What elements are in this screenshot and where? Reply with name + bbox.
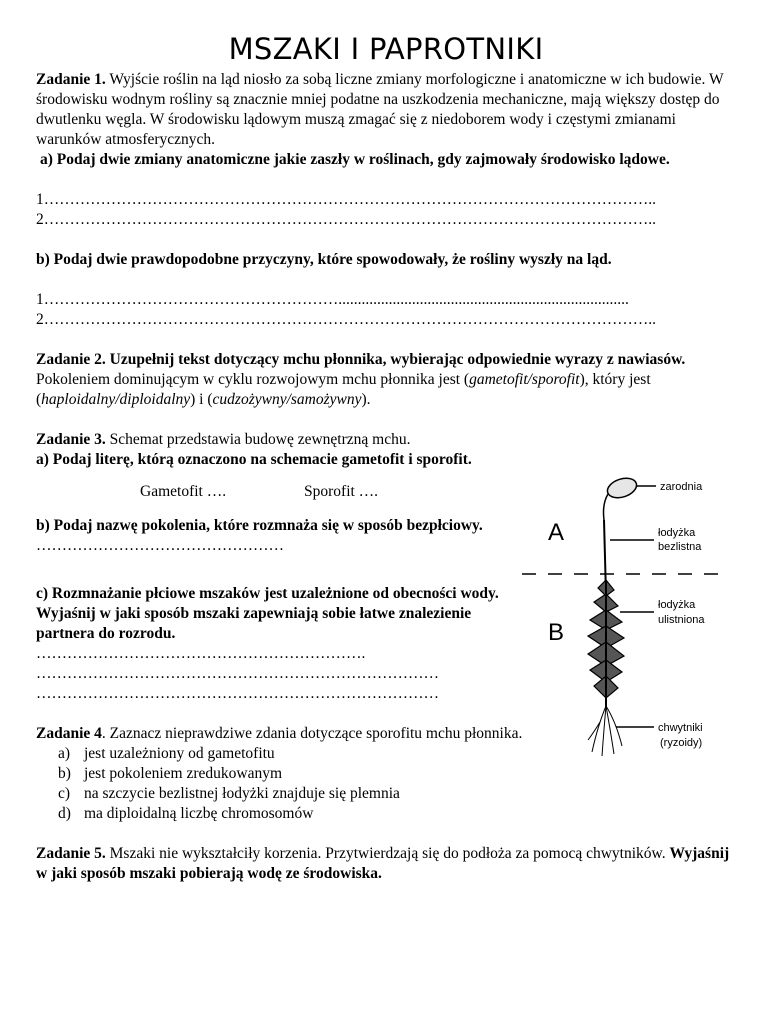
page-title: MSZAKI I PAPROTNIKI bbox=[228, 32, 544, 66]
task1-question-a: a) Podaj dwie zmiany anatomiczne jakie zaszły w roślinach, gdy zajmowały środowisko lądowe. bbox=[40, 151, 670, 168]
answer-line[interactable]: ………………………………………… bbox=[36, 537, 284, 554]
answer-line[interactable]: …………………………………………………………………… bbox=[36, 665, 439, 682]
option-item[interactable]: c) na szczycie bezlistnej łodyżki znajduje się plemnia bbox=[58, 785, 400, 802]
label-chwytniki: chwytniki bbox=[658, 722, 703, 734]
answer-line[interactable]: 2……………………………………………………………………………………………………….. bbox=[36, 311, 656, 328]
option-item[interactable]: a) jest uzależniony od gametofitu bbox=[58, 745, 275, 762]
answer-line[interactable]: 2……………………………………………………………………………………………………….. bbox=[36, 211, 656, 228]
moss-diagram bbox=[518, 470, 748, 760]
task1-heading: Zadanie 1. bbox=[36, 71, 106, 88]
option-gametofit-sporofit[interactable]: gametofit/sporofit bbox=[469, 371, 580, 388]
answer-line[interactable]: 1…………………………………………………........................................................................... bbox=[36, 291, 629, 308]
task4-intro: Zadanie 4. Zaznacz nieprawdziwe zdania dotyczące sporofitu mchu płonnika. bbox=[36, 725, 523, 742]
task1-question-b: b) Podaj dwie prawdopodobne przyczyny, które spowodowały, że rośliny wyszły na ląd. bbox=[36, 251, 612, 268]
task1-intro bbox=[36, 70, 736, 150]
task2-heading: Zadanie 2. Uzupełnij tekst dotyczący mchu płonnika, wybierając odpowiednie wyrazy z nawiasów. bbox=[36, 351, 686, 368]
sporofit-answer[interactable]: Sporofit …. bbox=[304, 483, 379, 500]
label-b: B bbox=[548, 619, 565, 646]
option-nutrition[interactable]: cudzożywny/samożywny bbox=[212, 391, 362, 408]
task3-question-b: b) Podaj nazwę pokolenia, które rozmnaża się w sposób bezpłciowy. bbox=[36, 517, 483, 534]
task3-question-c: c) Rozmnażanie płciowe mszaków jest uzależnione od obecności wody. Wyjaśnij w jaki sposób mszaki zapewniają sobie łatwe znalezienie partnera do rozrodu. bbox=[36, 585, 499, 642]
option-item[interactable]: d) ma diploidalną liczbę chromosomów bbox=[58, 805, 314, 822]
label-lodyzka-bezlistna: łodyżka bbox=[658, 527, 696, 539]
task5-question: Wyjaśnij w jaki sposób mszaki pobierają wodę ze środowiska. bbox=[36, 845, 730, 882]
gametofit-answer[interactable]: Gametofit …. bbox=[140, 483, 227, 500]
label-lodyzka-ulistniona: łodyżka bbox=[658, 599, 696, 611]
task3-answer-row bbox=[36, 482, 506, 502]
label-a: A bbox=[548, 519, 565, 546]
answer-line[interactable]: 1……………………………………………………………………………………………………….. bbox=[36, 191, 656, 208]
task1-text: Wyjście roślin na ląd niosło za sobą liczne zmiany morfologiczne i anatomiczne w ich budowie. W środowisku wodnym rośliny są znacznie mniej podatne na uszkodzenia mechaniczne, mają większy dostęp do dwutlenku węgla. W środowisku lądowym muszą zmagać się z niedoborem wody i częstymi zmianami warunków atmosferycznych. bbox=[36, 71, 724, 148]
option-item[interactable]: b) jest pokoleniem zredukowanym bbox=[58, 765, 283, 782]
label-zarodnia: zarodnia bbox=[660, 481, 703, 493]
task3-intro: Zadanie 3. Schemat przedstawia budowę zewnętrzną mchu. bbox=[36, 431, 411, 448]
answer-line[interactable]: ………………………………………………………. bbox=[36, 645, 366, 662]
task3-heading: Zadanie 3. bbox=[36, 431, 106, 448]
capsule bbox=[605, 475, 639, 501]
svg-text:ulistniona: ulistniona bbox=[658, 614, 705, 626]
task2-text: Pokoleniem dominującym w cyklu rozwojowym mchu płonnika jest (gametofit/sporofit), który jest (haploidalny/diploidalny) i (cudzożywny/samożywny). bbox=[36, 371, 651, 408]
task4-heading: Zadanie 4 bbox=[36, 725, 102, 742]
rhizoids bbox=[588, 706, 622, 756]
svg-text:(ryzoidy): (ryzoidy) bbox=[660, 737, 703, 749]
task3-question-a: a) Podaj literę, którą oznaczono na schemacie gametofit i sporofit. bbox=[36, 451, 472, 468]
task5-heading: Zadanie 5. bbox=[36, 845, 106, 862]
task5-text: Zadanie 5. Mszaki nie wykształciły korzenia. Przytwierdzają się do podłoża za pomocą chwytników. Wyjaśnij w jaki sposób mszaki pobierają wodę ze środowiska. bbox=[36, 845, 730, 882]
option-ploidy[interactable]: haploidalny/diploidalny bbox=[41, 391, 191, 408]
svg-text:bezlistna: bezlistna bbox=[658, 541, 702, 553]
answer-line[interactable]: …………………………………………………………………… bbox=[36, 685, 439, 702]
